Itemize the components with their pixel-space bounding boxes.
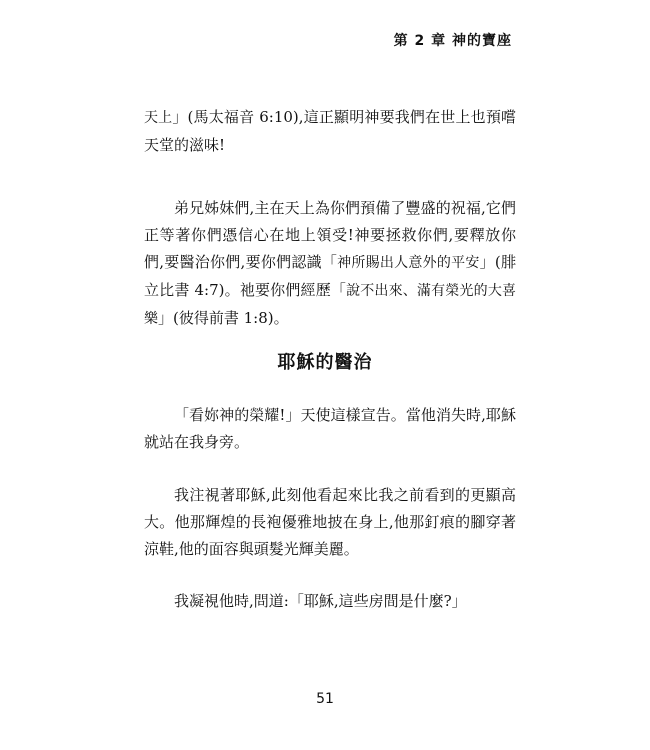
paragraph-4 [144,482,516,563]
paragraph-1 [144,104,516,159]
quoted-scripture: 天上 [144,110,173,126]
paragraph-2-text [144,195,516,333]
paragraph-5 [144,588,516,615]
paragraph-3 [144,402,516,456]
paragraph-2-body-a: 弟兄姊妹們,主在天上為你們預備了豐盛的祝福,它們正等著你們憑信心在地上領受!神要拯救你們,要釋放你們,要醫治你們,要你們認識「 [144,199,516,271]
paragraph-1-text [144,104,516,159]
page-number: 51 [316,691,334,707]
paragraph-2-body-b: 」(腓立比書 4:7)。祂要你們經歷「 [144,253,517,299]
section-heading: 耶穌的醫治 [277,352,373,373]
quoted-scripture-joy: 說不出來、滿有榮光的大喜樂 [144,283,517,327]
paragraph-3-text: 「看妳神的榮耀!」天使這樣宣告。當他消失時,耶穌就站在我身旁。 [144,406,516,451]
running-header: 第 2 章 神的寶座 [393,33,512,49]
paragraph-5-text: 我凝視他時,問道:「耶穌,這些房間是什麼?」 [174,592,467,610]
paragraph-2 [144,195,516,333]
paragraph-4-text: 我注視著耶穌,此刻他看起來比我之前看到的更顯高大。他那輝煌的長袍優雅地披在身上,他那釘痕的腳穿著涼鞋,他的面容與頭髮光輝美麗。 [144,486,516,558]
paragraph-1-body: 」(馬太福音 6:10),這正顯明神要我們在世上也預嚐天堂的滋味! [144,108,516,154]
quoted-scripture-peace: 神所賜出人意外的平安 [337,255,480,271]
paragraph-2-body-c: 」(彼得前書 1:8)。 [158,309,289,327]
